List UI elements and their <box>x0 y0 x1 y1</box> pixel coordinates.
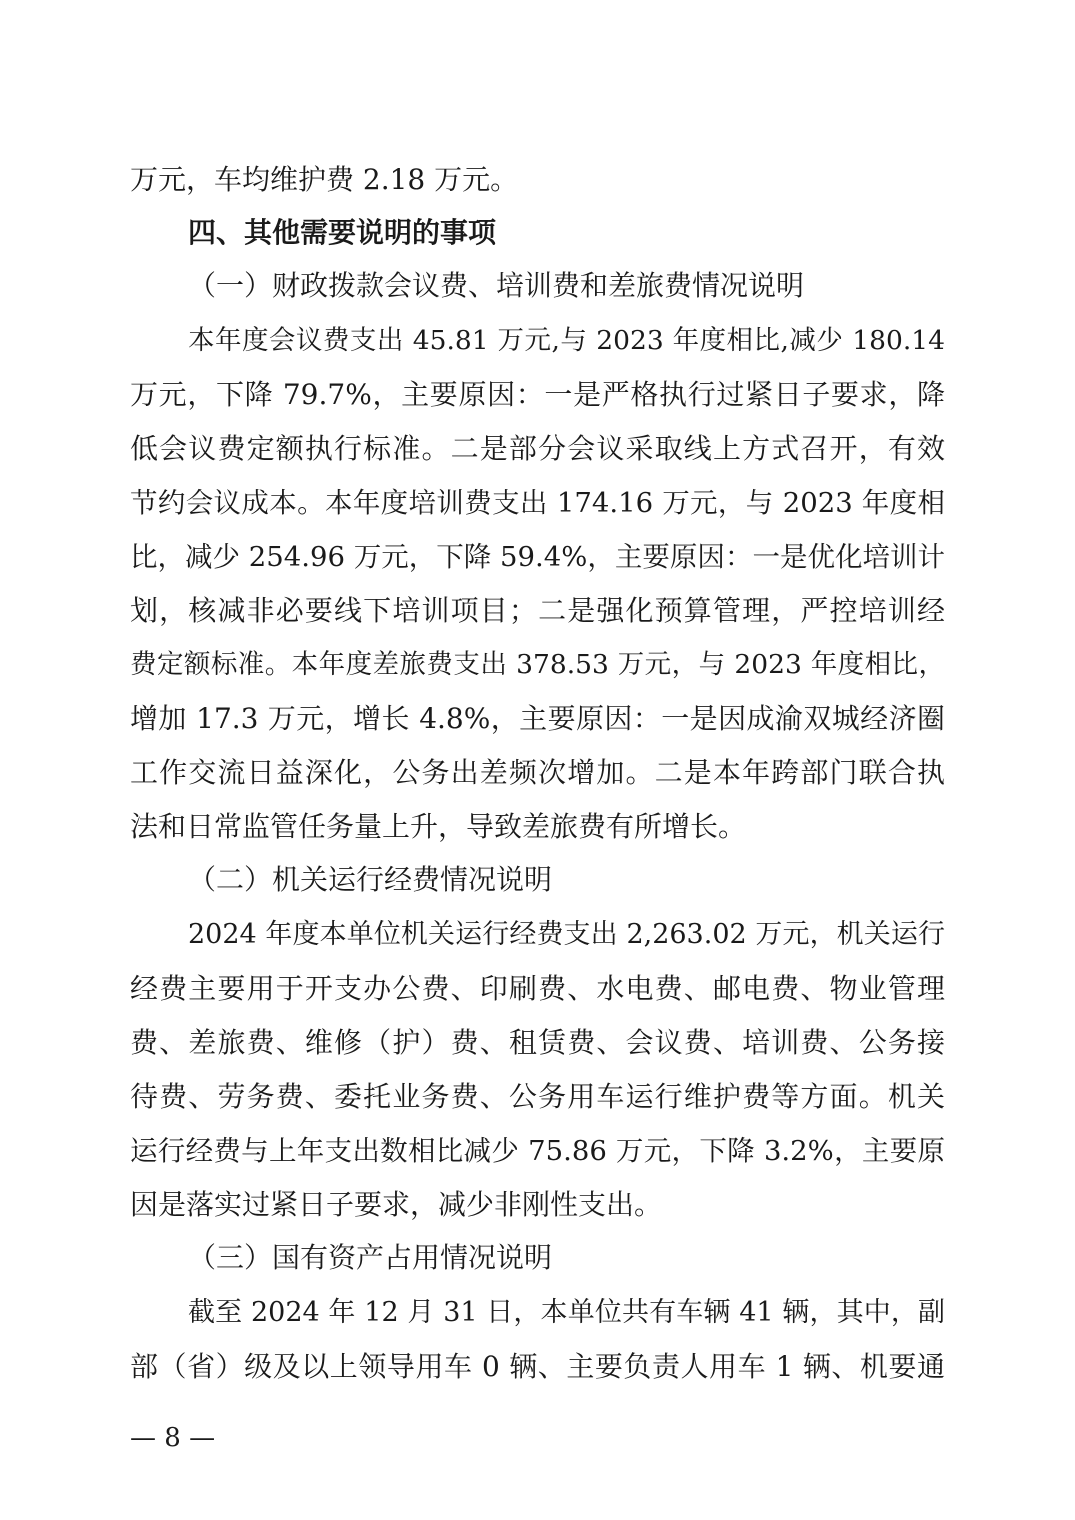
paragraph-line: 万元，下降 79.7%，主要原因：一是严格执行过紧日子要求，降 <box>130 378 945 411</box>
paragraph-line: 运行经费与上年支出数相比减少 75.86 万元，下降 3.2%，主要原 <box>130 1135 945 1167</box>
paragraph-line: 经费主要用于开支办公费、印刷费、水电费、邮电费、物业管理 <box>130 972 945 1005</box>
paragraph-line: 节约会议成本。本年度培训费支出 174.16 万元，与 2023 年度相 <box>130 487 945 519</box>
subsection-heading-operating-expenses: （二）机关运行经费情况说明 <box>188 863 553 896</box>
paragraph-line: 本年度会议费支出 45.81 万元,与 2023 年度相比,减少 180.14 <box>188 325 945 356</box>
paragraph-line: 比，减少 254.96 万元，下降 59.4%，主要原因：一是优化培训计 <box>130 541 945 573</box>
page-number: — 8 — <box>130 1423 216 1453</box>
paragraph-line: 2024 年度本单位机关运行经费支出 2,263.02 万元，机关运行 <box>188 919 945 950</box>
subsection-heading-meeting-training-travel: （一）财政拨款会议费、培训费和差旅费情况说明 <box>188 269 805 302</box>
paragraph-line: 法和日常监管任务量上升，导致差旅费有所增长。 <box>130 810 747 843</box>
paragraph-line: 增加 17.3 万元，增长 4.8%，主要原因：一是因成渝双城经济圈 <box>130 702 945 735</box>
subsection-heading-state-assets: （三）国有资产占用情况说明 <box>188 1241 553 1274</box>
paragraph-line: 待费、劳务费、委托业务费、公务用车运行维护费等方面。机关 <box>130 1080 945 1113</box>
paragraph-line: 低会议费定额执行标准。二是部分会议采取线上方式召开，有效 <box>130 432 945 465</box>
text-line-continuation: 万元，车均维护费 2.18 万元。 <box>130 163 519 196</box>
paragraph-line: 因是落实过紧日子要求，减少非刚性支出。 <box>130 1188 663 1221</box>
paragraph-line: 工作交流日益深化，公务出差频次增加。二是本年跨部门联合执 <box>130 756 945 789</box>
paragraph-line: 部（省）级及以上领导用车 0 辆、主要负责人用车 1 辆、机要通 <box>130 1350 945 1383</box>
paragraph-line: 费定额标准。本年度差旅费支出 378.53 万元，与 2023 年度相比， <box>130 649 945 680</box>
paragraph-line: 划，核减非必要线下培训项目；二是强化预算管理，严控培训经 <box>130 594 945 627</box>
paragraph-line: 截至 2024 年 12 月 31 日，本单位共有车辆 41 辆，其中，副 <box>188 1297 945 1328</box>
paragraph-line: 费、差旅费、维修（护）费、租赁费、会议费、培训费、公务接 <box>130 1026 945 1059</box>
section-heading-other-matters: 四、其他需要说明的事项 <box>188 216 497 249</box>
